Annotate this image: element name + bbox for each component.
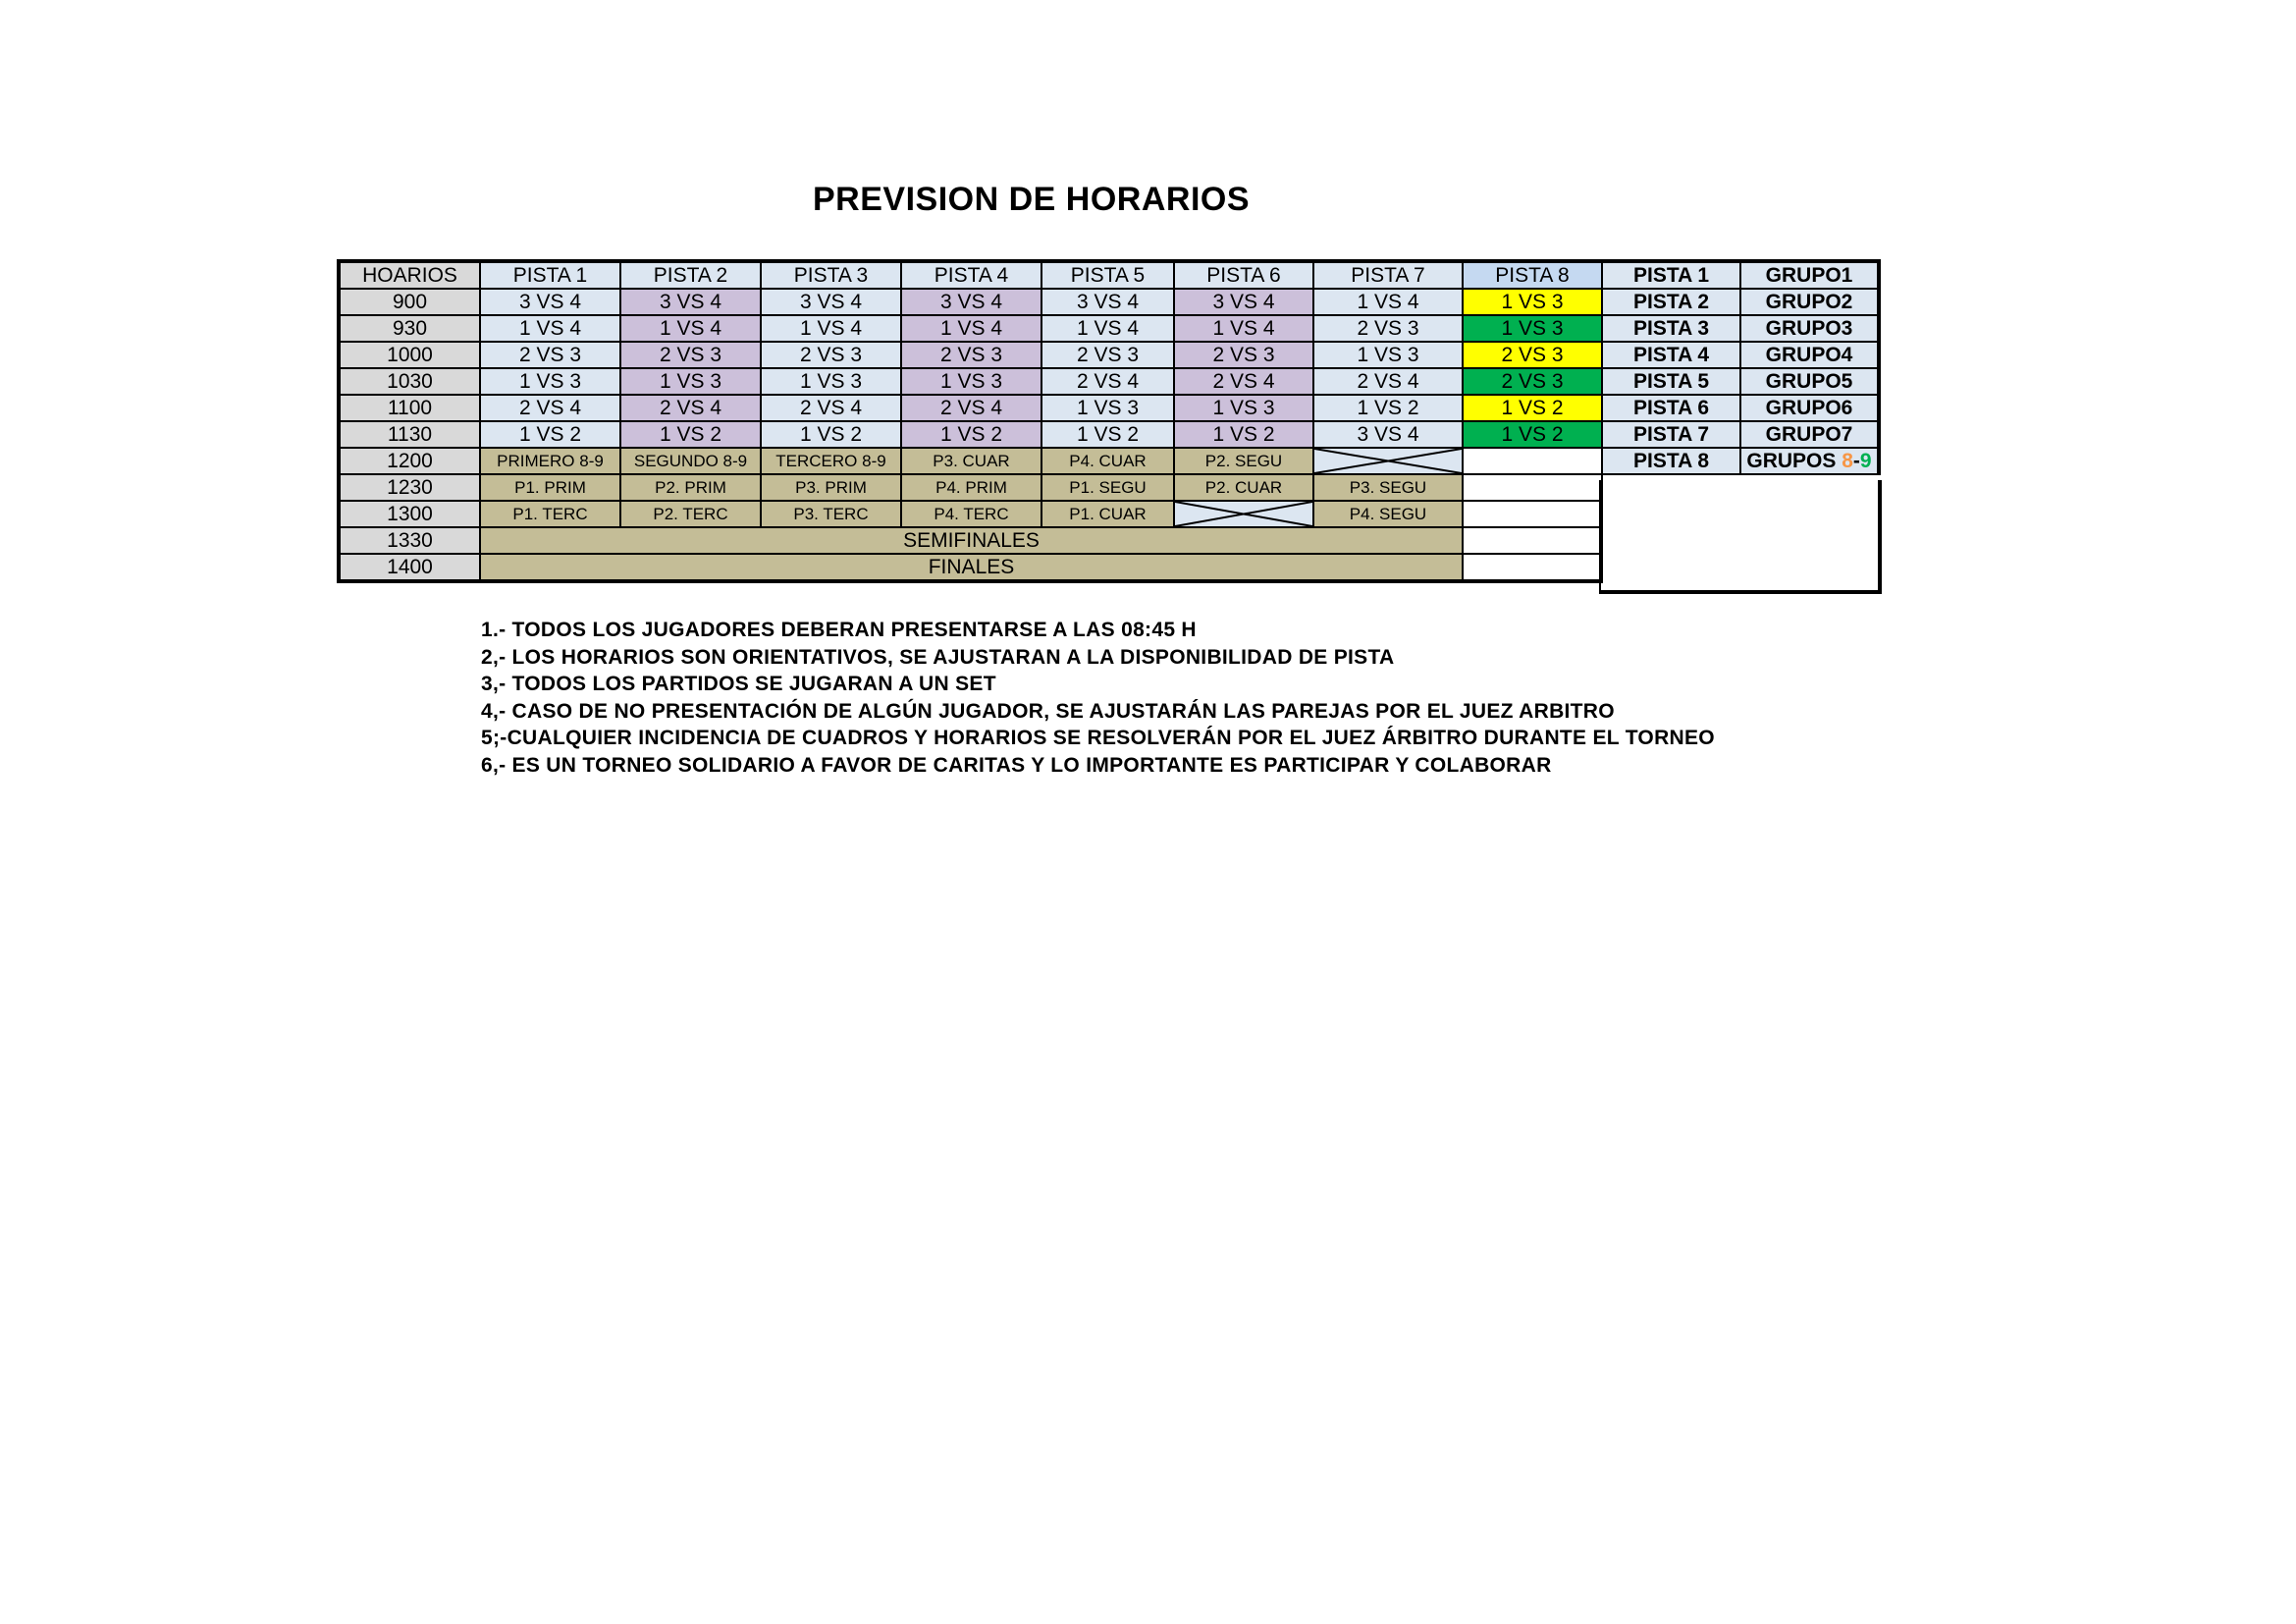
- match-cell: 1 VS 4: [1313, 289, 1463, 315]
- match-cell: P3. TERC: [761, 501, 901, 527]
- match-cell: P2. CUAR: [1174, 474, 1313, 501]
- empty-cell: [1463, 554, 1602, 581]
- assignment-pista: PISTA 8: [1602, 448, 1740, 474]
- match-cell: 2 VS 4: [901, 395, 1041, 421]
- match-cell: 3 VS 4: [1041, 289, 1174, 315]
- grupo-8-number: 8: [1842, 450, 1853, 472]
- match-cell: 2 VS 3: [761, 342, 901, 368]
- match-cell: 3 VS 4: [620, 289, 761, 315]
- match-cell: 1 VS 4: [1041, 315, 1174, 342]
- time-cell: 1100: [339, 395, 480, 421]
- match-cell: 2 VS 3: [1041, 342, 1174, 368]
- match-cell: 1 VS 4: [1174, 315, 1313, 342]
- header-pista-7: PISTA 7: [1313, 261, 1463, 289]
- crossed-out-cell: [1174, 501, 1313, 527]
- empty-cell: [1463, 501, 1602, 527]
- note-item: 4,- CASO DE NO PRESENTACIÓN DE ALGÚN JUGADOR, SE AJUSTARÁN LAS PAREJAS POR EL JUEZ ARBITRO: [481, 699, 1615, 723]
- match-cell: P3. PRIM: [761, 474, 901, 501]
- match-cell: 2 VS 4: [1174, 368, 1313, 395]
- match-cell: 2 VS 3: [480, 342, 620, 368]
- semifinales-cell: SEMIFINALES: [480, 527, 1463, 554]
- assignment-grupo: GRUPO7: [1740, 421, 1879, 448]
- match-cell: P3. SEGU: [1313, 474, 1463, 501]
- match-cell: 3 VS 4: [761, 289, 901, 315]
- match-cell: 1 VS 4: [761, 315, 901, 342]
- match-cell: P1. TERC: [480, 501, 620, 527]
- cross-mark-icon: [1314, 449, 1462, 473]
- match-cell: 1 VS 3: [761, 368, 901, 395]
- match-cell: 1 VS 3: [1174, 395, 1313, 421]
- match-cell: P1. CUAR: [1041, 501, 1174, 527]
- match-cell: 2 VS 3: [1174, 342, 1313, 368]
- match-cell: 1 VS 2: [1463, 395, 1602, 421]
- empty-cell: [1463, 527, 1602, 554]
- assignment-grupo: GRUPO5: [1740, 368, 1879, 395]
- match-cell: 2 VS 3: [1313, 315, 1463, 342]
- match-cell: 1 VS 2: [1174, 421, 1313, 448]
- match-cell: 2 VS 3: [901, 342, 1041, 368]
- match-cell: 2 VS 3: [1463, 342, 1602, 368]
- match-cell: 1 VS 2: [1313, 395, 1463, 421]
- time-cell: 1400: [339, 554, 480, 581]
- assignment-grupo-8-9: [1740, 448, 1879, 474]
- assignment-grupo: GRUPO2: [1740, 289, 1879, 315]
- match-cell: 1 VS 3: [901, 368, 1041, 395]
- match-cell: P4. PRIM: [901, 474, 1041, 501]
- note-item: 1.- TODOS LOS JUGADORES DEBERAN PRESENTARSE A LAS 08:45 H: [481, 619, 1197, 641]
- match-cell: P3. CUAR: [901, 448, 1041, 474]
- match-cell: 2 VS 4: [1041, 368, 1174, 395]
- header-pista-1: PISTA 1: [480, 261, 620, 289]
- match-cell: 3 VS 4: [901, 289, 1041, 315]
- empty-cell: [1463, 474, 1602, 501]
- match-cell: P2. TERC: [620, 501, 761, 527]
- note-item: 5;-CUALQUIER INCIDENCIA DE CUADROS Y HORARIOS SE RESOLVERÁN POR EL JUEZ ÁRBITRO DURANTE EL TORNEO: [481, 727, 1715, 750]
- grupo-9-number: 9: [1859, 450, 1872, 472]
- assignment-grupo: GRUPO3: [1740, 315, 1879, 342]
- time-cell: 1000: [339, 342, 480, 368]
- assignment-pista: PISTA 7: [1602, 421, 1740, 448]
- assignment-grupo: GRUPO4: [1740, 342, 1879, 368]
- match-cell: 2 VS 3: [1463, 368, 1602, 395]
- notes-list: [481, 617, 1767, 780]
- assignment-pista: PISTA 6: [1602, 395, 1740, 421]
- match-cell: P4. TERC: [901, 501, 1041, 527]
- match-cell: 1 VS 3: [1313, 342, 1463, 368]
- assignment-pista: PISTA 5: [1602, 368, 1740, 395]
- empty-cell: [1463, 448, 1602, 474]
- match-cell: 2 VS 3: [620, 342, 761, 368]
- time-cell: 1300: [339, 501, 480, 527]
- match-cell: P2. PRIM: [620, 474, 761, 501]
- header-pista-8: PISTA 8: [1463, 261, 1602, 289]
- page-title: PREVISION DE HORARIOS: [813, 181, 1251, 218]
- match-cell: 1 VS 2: [1041, 421, 1174, 448]
- match-cell: 3 VS 4: [1313, 421, 1463, 448]
- match-cell: P1. SEGU: [1041, 474, 1174, 501]
- match-cell: 2 VS 4: [620, 395, 761, 421]
- assignment-pista: PISTA 4: [1602, 342, 1740, 368]
- assignment-grupo: GRUPO1: [1740, 261, 1879, 289]
- match-cell: 2 VS 4: [761, 395, 901, 421]
- header-pista-3: PISTA 3: [761, 261, 901, 289]
- match-cell: P4. CUAR: [1041, 448, 1174, 474]
- grupos-label: GRUPOS: [1746, 450, 1842, 472]
- note-item: 3,- TODOS LOS PARTIDOS SE JUGARAN A UN SET: [481, 673, 996, 696]
- match-cell: 1 VS 2: [620, 421, 761, 448]
- time-cell: 900: [339, 289, 480, 315]
- match-cell: SEGUNDO 8-9: [620, 448, 761, 474]
- match-cell: 1 VS 3: [480, 368, 620, 395]
- assignment-box-border: [1599, 480, 1882, 594]
- header-pista-4: PISTA 4: [901, 261, 1041, 289]
- crossed-out-cell: [1313, 448, 1463, 474]
- header-pista-6: PISTA 6: [1174, 261, 1313, 289]
- match-cell: 3 VS 4: [480, 289, 620, 315]
- match-cell: 2 VS 4: [480, 395, 620, 421]
- header-horarios: HOARIOS: [339, 261, 480, 289]
- time-cell: 930: [339, 315, 480, 342]
- time-cell: 1230: [339, 474, 480, 501]
- finales-cell: FINALES: [480, 554, 1463, 581]
- match-cell: 2 VS 4: [1313, 368, 1463, 395]
- match-cell: 1 VS 2: [901, 421, 1041, 448]
- assignment-pista: PISTA 2: [1602, 289, 1740, 315]
- match-cell: 1 VS 3: [1463, 315, 1602, 342]
- time-cell: 1030: [339, 368, 480, 395]
- match-cell: PRIMERO 8-9: [480, 448, 620, 474]
- match-cell: P1. PRIM: [480, 474, 620, 501]
- assignment-pista: PISTA 1: [1602, 261, 1740, 289]
- grupo-separator: -: [1852, 450, 1860, 472]
- header-pista-5: PISTA 5: [1041, 261, 1174, 289]
- match-cell: 1 VS 2: [761, 421, 901, 448]
- cross-mark-icon: [1175, 502, 1312, 526]
- assignment-pista: PISTA 3: [1602, 315, 1740, 342]
- note-item: 6,- ES UN TORNEO SOLIDARIO A FAVOR DE CARITAS Y LO IMPORTANTE ES PARTICIPAR Y COLABORAR: [481, 753, 1552, 777]
- time-cell: 1330: [339, 527, 480, 554]
- note-item: 2,- LOS HORARIOS SON ORIENTATIVOS, SE AJUSTARAN A LA DISPONIBILIDAD DE PISTA: [481, 645, 1395, 669]
- match-cell: 1 VS 3: [620, 368, 761, 395]
- match-cell: 3 VS 4: [1174, 289, 1313, 315]
- match-cell: 1 VS 4: [901, 315, 1041, 342]
- match-cell: P2. SEGU: [1174, 448, 1313, 474]
- match-cell: TERCERO 8-9: [761, 448, 901, 474]
- match-cell: 1 VS 3: [1041, 395, 1174, 421]
- match-cell: 1 VS 2: [480, 421, 620, 448]
- header-pista-2: PISTA 2: [620, 261, 761, 289]
- time-cell: 1130: [339, 421, 480, 448]
- match-cell: 1 VS 3: [1463, 289, 1602, 315]
- match-cell: P4. SEGU: [1313, 501, 1463, 527]
- match-cell: 1 VS 4: [480, 315, 620, 342]
- match-cell: 1 VS 2: [1463, 421, 1602, 448]
- time-cell: 1200: [339, 448, 480, 474]
- assignment-grupo: GRUPO6: [1740, 395, 1879, 421]
- match-cell: 1 VS 4: [620, 315, 761, 342]
